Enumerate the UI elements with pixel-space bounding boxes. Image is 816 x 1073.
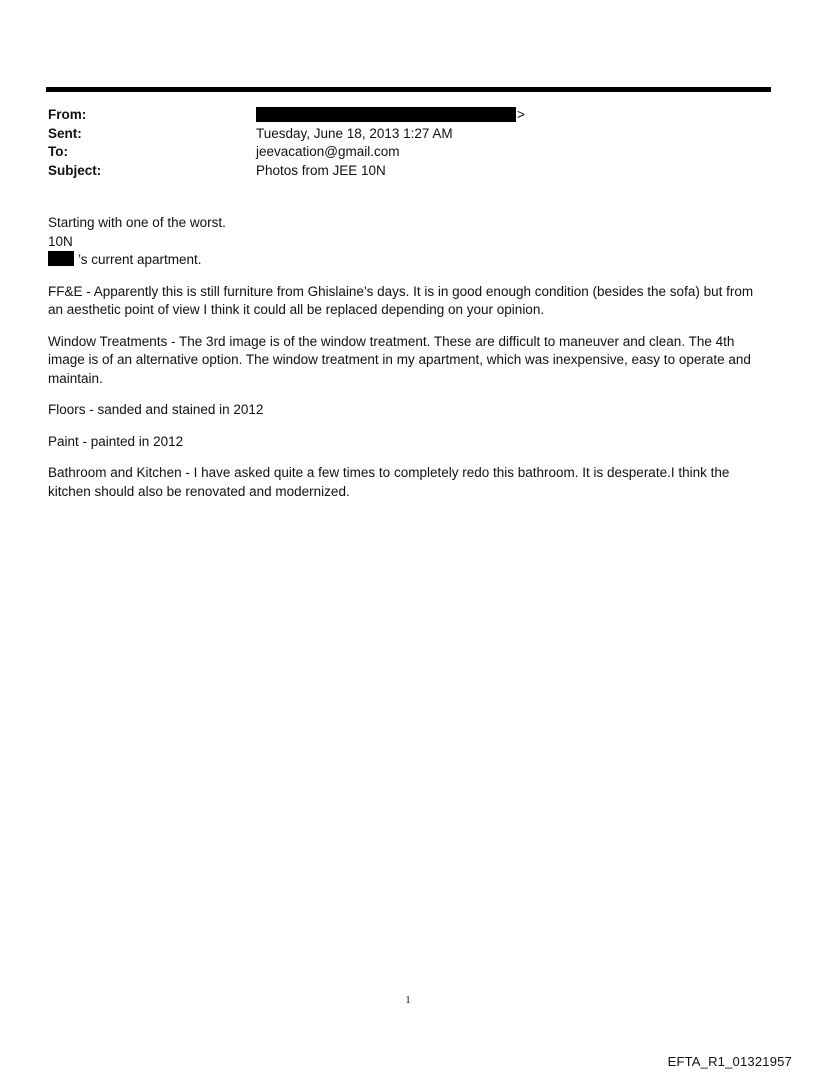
body-line-1: Starting with one of the worst. — [48, 215, 226, 230]
email-header — [48, 106, 768, 180]
subject-row — [48, 162, 768, 181]
paragraph-floors: Floors - sanded and stained in 2012 — [48, 402, 264, 417]
sent-label: Sent: — [48, 125, 82, 141]
bates-number: EFTA_R1_01321957 — [667, 1054, 792, 1069]
from-redaction — [256, 107, 516, 122]
to-row — [48, 143, 768, 162]
paragraph-bathroom-kitchen: Bathroom and Kitchen - I have asked quite a few times to completely redo this bathroom. It is desperate.I think the kitchen should also be renovated and modernized. — [48, 465, 730, 499]
email-body — [48, 214, 768, 501]
subject-value: Photos from JEE 10N — [256, 162, 386, 178]
to-label: To: — [48, 144, 68, 159]
page-number: 1 — [405, 994, 411, 1006]
name-redaction — [48, 251, 74, 266]
sent-value: Tuesday, June 18, 2013 1:27 AM — [256, 125, 453, 141]
paragraph-paint: Paint - painted in 2012 — [48, 433, 184, 449]
from-label: From: — [48, 107, 87, 122]
from-value — [256, 106, 525, 125]
subject-label: Subject: — [48, 162, 102, 178]
paragraph-window-treatments: Window Treatments - The 3rd image is of the window treatment. These are difficult to maneuver and clean. The 4th image is of an alternative option. The window treatment in my apartment, which was inexpensive, easy to operate and maintain. — [48, 333, 751, 386]
to-value: jeevacation@gmail.com — [256, 144, 400, 159]
from-row — [48, 106, 768, 125]
from-value-suffix: > — [517, 107, 525, 122]
header-rule — [46, 87, 771, 92]
body-line-3 — [48, 251, 768, 270]
paragraph-ffe: FF&E - Apparently this is still furniture from Ghislaine’s days. It is in good enough condition (besides the sofa) but from an aesthetic point of view I think it could all be replaced depending on your opinion. — [48, 283, 754, 317]
body-line-2: 10N — [48, 233, 73, 249]
body-line-3-text: ’s current apartment. — [78, 252, 202, 267]
sent-row — [48, 125, 768, 144]
